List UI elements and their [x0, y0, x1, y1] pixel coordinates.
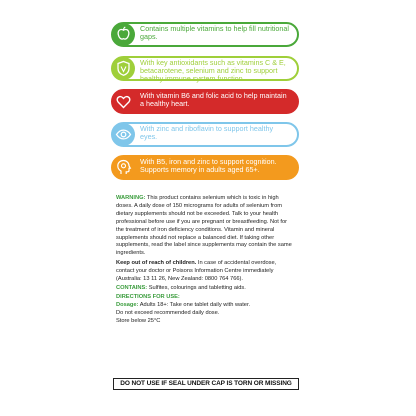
storage-line: Store below 25°C [116, 318, 161, 325]
benefit-immune [111, 56, 299, 81]
warning-paragraph [116, 195, 296, 258]
benefit-text: With vitamin B6 and folic acid to help maintain a healthy heart. [140, 91, 287, 108]
directions-heading: DIRECTIONS FOR USE: [116, 294, 180, 301]
contains-paragraph [116, 285, 296, 293]
shield-icon [112, 57, 135, 80]
children-text: In case of accidental overdose, contact your doctor or Poisons Information Centre immediately (Australia: 13 11 26, New Zealand: 0800 764 766). [116, 259, 277, 282]
apple-icon [112, 23, 135, 46]
head-brain-icon [112, 156, 135, 179]
dosage-line [116, 302, 296, 310]
benefit-eyes [111, 122, 299, 147]
label-information [116, 195, 296, 326]
benefit-multivitamin [111, 22, 299, 47]
contains-text: Sulfites, colourings and tabletting aids. [147, 284, 246, 291]
benefit-text: With zinc and riboflavin to support healthy eyes. [140, 124, 274, 141]
heart-icon [112, 90, 135, 113]
benefit-heart [111, 89, 299, 114]
contains-label: CONTAINS: [116, 284, 148, 291]
label-panel [106, 0, 304, 416]
max-dose-line: Do not exceed recommended daily dose. [116, 310, 220, 317]
benefit-text: Contains multiple vitamins to help fill nutritional gaps. [140, 24, 290, 41]
benefit-cognition [111, 155, 299, 180]
eye-icon [112, 123, 135, 146]
warning-text: This product contains selenium which is toxic in high doses. A daily dose of 150 micrograms for adults of selenium from dietary supplements should not be exceeded. Talk to your health professional before use if you are pregnant or breastfeeding. Not for the treatment of iron deficiency conditions. Vitamin and mineral supplements should not replace a balanced diet. If taking other supplements, read the label since supplements may contain the same ingredients. [116, 195, 292, 257]
children-paragraph [116, 260, 296, 284]
benefit-text: With key antioxidants such as vitamins C & E, betacarotene, selenium and zinc to support healthy immune system function. [140, 58, 286, 83]
dosage-label: Dosage: [116, 302, 139, 309]
dosage-text: Adults 18+: Take one tablet daily with water. [138, 302, 251, 309]
children-label: Keep out of reach of children. [116, 259, 197, 266]
benefit-text: With B5, iron and zinc to support cognition. Supports memory in adults aged 65+. [140, 157, 277, 174]
seal-warning-box: DO NOT USE IF SEAL UNDER CAP IS TORN OR MISSING [113, 378, 299, 390]
warning-label: WARNING: [116, 195, 146, 201]
